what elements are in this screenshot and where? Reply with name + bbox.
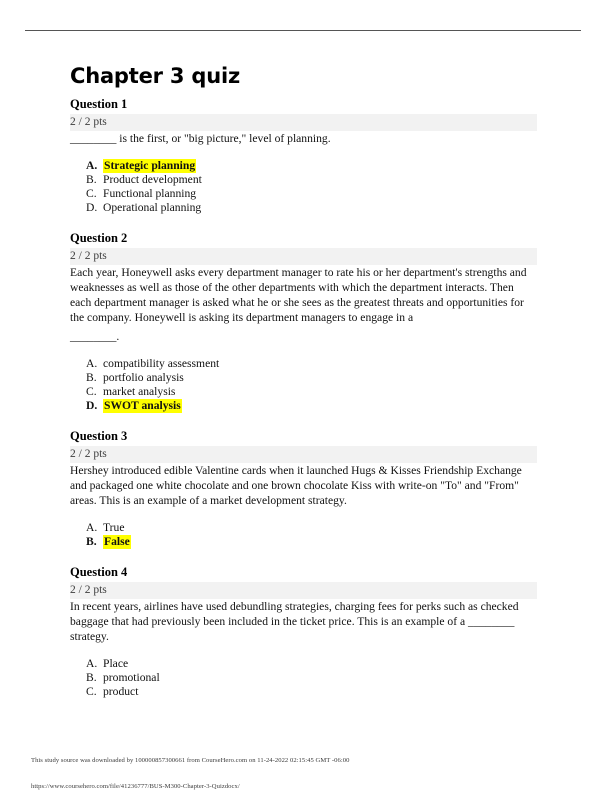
question-text: Each year, Honeywell asks every department manager to rate his or her department's strengths and weaknesses as well as those of the other departments with which the department interacts. Then each department manager is asked what he or she sees as the greatest threats and opportunities for the company. Honeywell is asking its department managers to engage in a [70,266,527,325]
answer-option-text: compatibility assessment [103,357,220,371]
answer-option-letter: B. [86,173,97,187]
page-title: Chapter 3 quiz [70,64,241,88]
answer-options [70,357,537,413]
question-points: 2 / 2 pts [70,248,537,266]
answer-option-selected[interactable] [86,159,537,173]
answer-option[interactable] [86,173,537,187]
question-heading: Question 1 [70,97,128,112]
answer-option-text: True [103,521,125,535]
header-divider [25,30,581,31]
answer-option-text: portfolio analysis [103,371,184,385]
answer-option-selected[interactable] [86,535,537,549]
question-heading: Question 4 [70,565,128,580]
question-points: 2 / 2 pts [70,582,537,600]
answer-option-letter: A. [86,159,98,173]
answer-option[interactable] [86,187,537,201]
question-heading: Question 3 [70,429,128,444]
question-text: Hershey introduced edible Valentine cards when it launched Hugs & Kisses Friendship Exchange and packaged one white chocolate and one brown chocolate Kiss with write-on "To" and "From" areas. This is an example of a market development strategy. [70,464,522,508]
answer-option-text: Product development [103,173,202,187]
answer-options [70,159,537,215]
document-content [70,64,537,699]
question-points: 2 / 2 pts [70,114,537,132]
answer-option[interactable] [86,357,537,371]
answer-option-letter: B. [86,535,97,549]
answer-option-text: Place [103,657,129,671]
source-url: https://www.coursehero.com/file/41236777/BUS-M300-Chapter-3-Quizdocx/ [31,783,240,790]
question-block [70,231,537,413]
download-source-note: This study source was downloaded by 100000857300661 from CourseHero.com on 11-24-2022 02:15:45 GMT -06:00 [31,757,350,764]
answer-option-letter: B. [86,371,97,385]
answer-options [70,657,537,699]
answer-option-text: SWOT analysis [104,399,181,413]
answer-options [70,521,537,549]
answer-option-letter: A. [86,357,98,371]
question-text: In recent years, airlines have used debundling strategies, charging fees for perks such as checked baggage that had previously been included in the ticket price. This is an example of a ________ strategy. [70,600,519,644]
question-text: ________ is the first, or "big picture," level of planning. [70,132,331,146]
answer-option-letter: A. [86,657,98,671]
question-block [70,565,537,699]
answer-option-letter: C. [86,187,97,201]
answer-option-text: product [103,685,139,699]
question-text-continuation: ________. [70,330,120,344]
answer-option-letter: D. [86,399,98,413]
question-points: 2 / 2 pts [70,446,537,464]
answer-option-selected[interactable] [86,399,537,413]
answer-option-text: Functional planning [103,187,197,201]
question-block [70,97,537,215]
answer-option[interactable] [86,521,537,535]
answer-option-text: Operational planning [103,201,202,215]
answer-option-text: promotional [103,671,160,685]
answer-option[interactable] [86,201,537,215]
answer-option-text: Strategic planning [104,159,196,173]
answer-option-letter: D. [86,201,98,215]
answer-option-letter: C. [86,385,97,399]
answer-option-letter: A. [86,521,98,535]
answer-option-text: market analysis [103,385,176,399]
answer-option-letter: C. [86,685,97,699]
answer-option[interactable] [86,685,537,699]
answer-option[interactable] [86,371,537,385]
answer-option[interactable] [86,385,537,399]
answer-option[interactable] [86,671,537,685]
questions-list [70,97,537,699]
question-heading: Question 2 [70,231,128,246]
answer-option-text: False [104,535,130,549]
question-block [70,429,537,549]
answer-option[interactable] [86,657,537,671]
answer-option-letter: B. [86,671,97,685]
